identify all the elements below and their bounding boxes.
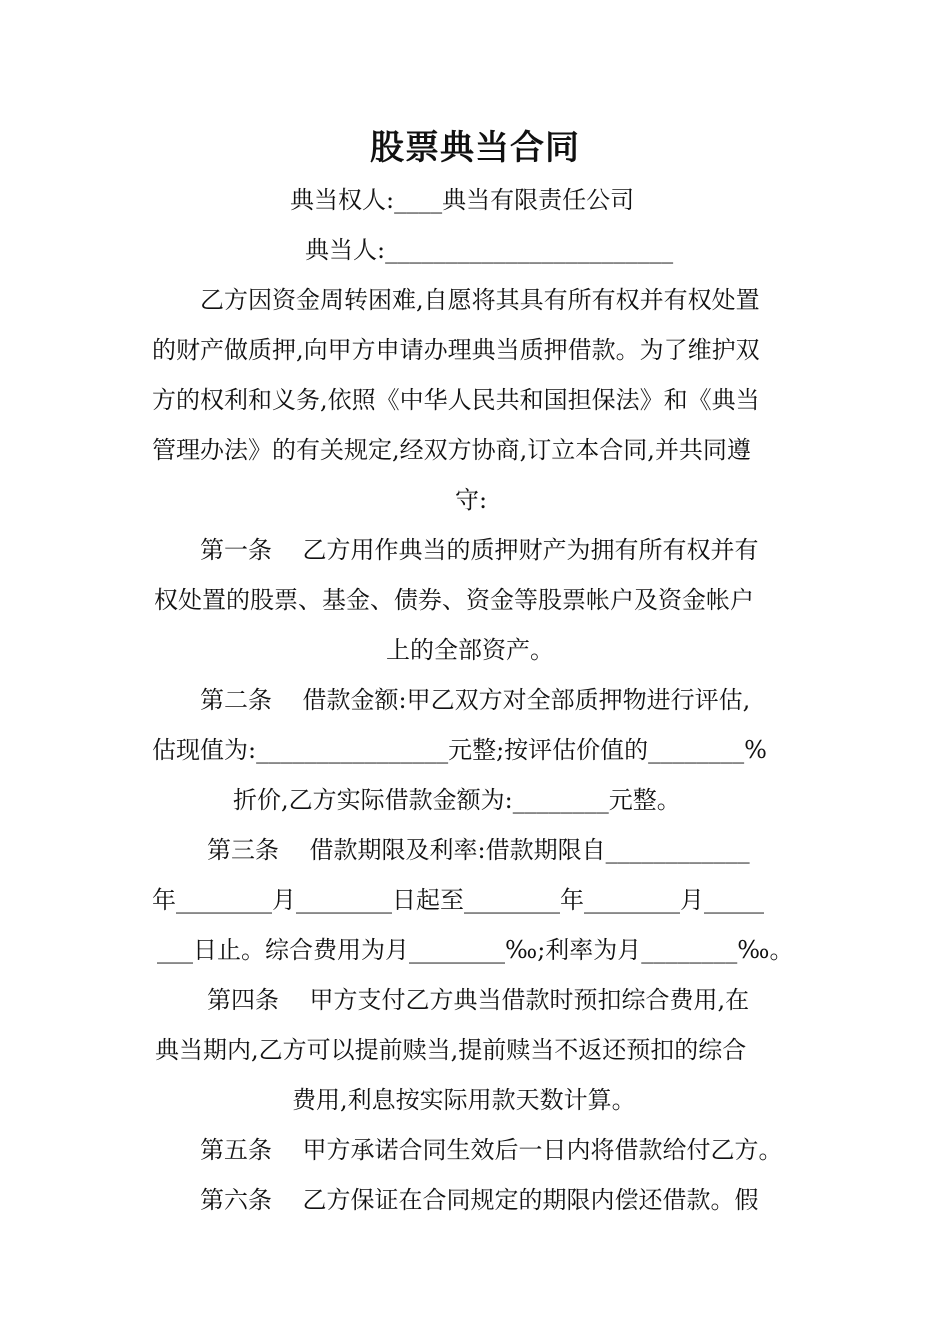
article-3-line: 第三条 借款期限及利率:借款期限自____________ — [207, 836, 750, 864]
article-2-line: 估现值为:________________元整;按评估价值的________% — [152, 736, 767, 764]
article-2-line: 折价,乙方实际借款金额为:________元整。 — [233, 786, 681, 814]
pledgor-line: 典当人:________________________ — [305, 236, 674, 264]
article-3-line: 年________月________日起至________年________月_____ — [152, 886, 764, 914]
article-5-line: 第五条 甲方承诺合同生效后一日内将借款给付乙方。 — [200, 1136, 783, 1164]
preamble-line: 方的权利和义务,依照《中华人民共和国担保法》和《典当 — [152, 386, 760, 414]
article-1-line: 上的全部资产。 — [386, 636, 554, 664]
preamble-line: 的财产做质押,向甲方申请办理典当质押借款。为了维护双 — [152, 336, 760, 364]
article-4-line: 费用,利息按实际用款天数计算。 — [292, 1086, 636, 1114]
article-2-line: 第二条 借款金额:甲乙双方对全部质押物进行评估, — [200, 686, 751, 714]
article-6-line: 第六条 乙方保证在合同规定的期限内偿还借款。假 — [200, 1186, 759, 1214]
article-3-line: ___日止。综合费用为月________‰;利率为月________‰。 — [157, 936, 794, 964]
preamble-line: 乙方因资金周转困难,自愿将其具有所有权并有权处置 — [200, 286, 760, 314]
preamble-line: 管理办法》的有关规定,经双方协商,订立本合同,并共同遵 — [152, 436, 751, 464]
preamble-line: 守: — [455, 486, 488, 514]
article-1-line: 第一条 乙方用作典当的质押财产为拥有所有权并有 — [200, 536, 759, 564]
pledgee-line: 典当权人:____典当有限责任公司 — [290, 186, 635, 214]
article-1-line: 权处置的股票、基金、债券、资金等股票帐户及资金帐户 — [154, 586, 754, 614]
article-4-line: 典当期内,乙方可以提前赎当,提前赎当不返还预扣的综合 — [155, 1036, 747, 1064]
article-4-line: 第四条 甲方支付乙方典当借款时预扣综合费用,在 — [207, 986, 750, 1014]
page-title: 股票典当合同 — [370, 128, 580, 168]
